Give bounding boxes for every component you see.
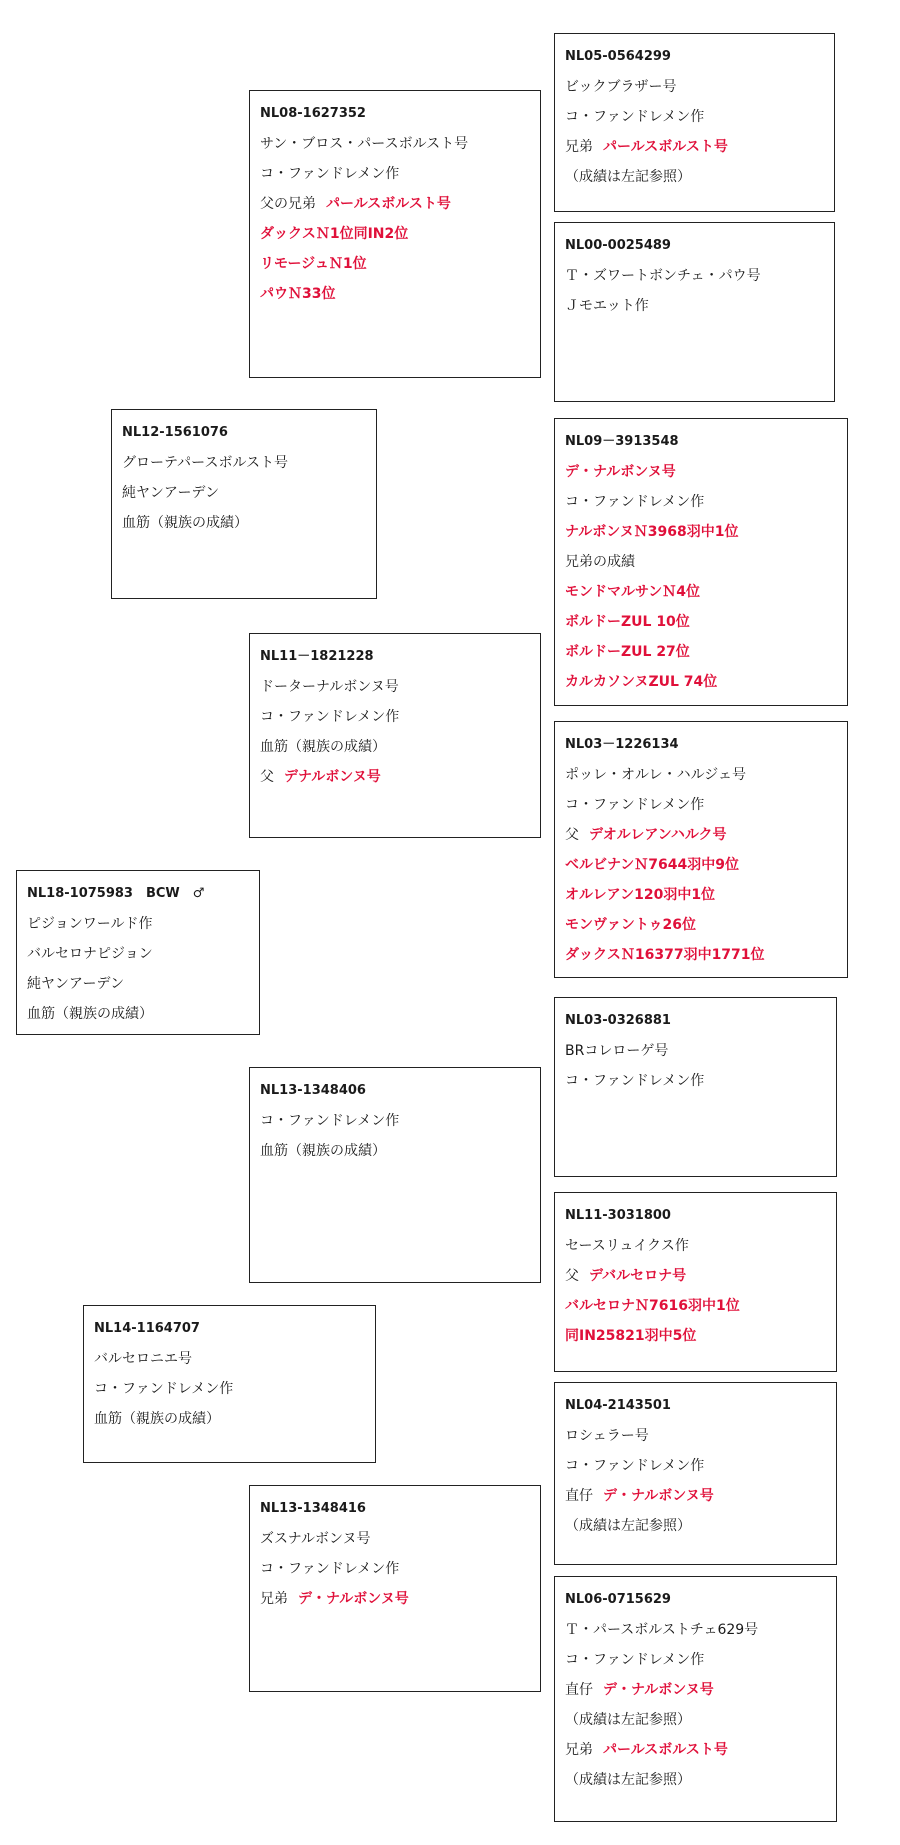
pedigree-box-nl05-0564299 <box>554 33 835 212</box>
pedigree-line: ポッレ・オルレ・ハルジェ号 <box>565 767 747 783</box>
relation-value: デオルレアンハルク号 <box>589 827 727 843</box>
relation-label: 兄弟 <box>565 1742 593 1758</box>
ring-number: NL08-1627352 <box>260 106 366 121</box>
ring-number: NL00-0025489 <box>565 238 671 253</box>
pedigree-line: ズスナルボンヌ号 <box>260 1531 371 1547</box>
pedigree-line <box>565 820 837 850</box>
ring-number: NL09－3913548 <box>565 434 679 449</box>
pedigree-line: Ｔ・パースボルストチェ629号 <box>565 1622 759 1638</box>
pedigree-line: サン・ブロス・パースボルスト号 <box>260 136 469 152</box>
ring-number: NL11－1821228 <box>260 649 374 664</box>
pedigree-line: ダックスＮ1位同IN2位 <box>260 226 409 242</box>
pedigree-line: 血筋（親族の成績） <box>94 1411 220 1427</box>
pedigree-line: 血筋（親族の成績） <box>27 1006 153 1022</box>
pedigree-line: パウＮ33位 <box>260 286 336 302</box>
pedigree-box-nl13-1348406 <box>249 1067 541 1283</box>
pedigree-line: ナルボンヌＮ3968羽中1位 <box>565 524 739 540</box>
relation-value: パールスボルスト号 <box>603 1742 728 1758</box>
relation-label: 父 <box>260 769 274 785</box>
pedigree-box-nl08-1627352 <box>249 90 541 378</box>
ring-number: NL11-3031800 <box>565 1208 671 1223</box>
pedigree-line: カルカソンヌZUL 74位 <box>565 674 718 690</box>
pedigree-line: バルセロナピジョン <box>27 946 153 962</box>
pedigree-line: デ・ナルボンヌ号 <box>565 464 676 480</box>
pedigree-line: コ・ファンドレメン作 <box>565 494 705 510</box>
ring-number: NL14-1164707 <box>94 1321 200 1336</box>
pedigree-line: リモージュＮ1位 <box>260 256 367 272</box>
pedigree-line: モンヴァントゥ26位 <box>565 917 696 933</box>
ring-number: NL06-0715629 <box>565 1592 671 1607</box>
pedigree-line: （成績は左記参照） <box>565 169 691 185</box>
relation-label: 父 <box>565 827 579 843</box>
pedigree-line: コ・ファンドレメン作 <box>260 1561 400 1577</box>
pedigree-line <box>260 1584 530 1614</box>
relation-label: 直仔 <box>565 1682 593 1698</box>
pedigree-box-nl18-1075983 <box>16 870 260 1035</box>
pedigree-box-nl06-0715629 <box>554 1576 837 1822</box>
pedigree-box-nl12-1561076 <box>111 409 377 599</box>
pedigree-line: ベルビナンＮ7644羽中9位 <box>565 857 740 873</box>
relation-value: パールスボルスト号 <box>603 139 728 155</box>
pedigree-line: コ・ファンドレメン作 <box>565 109 705 125</box>
ring-number: NL18-1075983 BCW ♂ <box>27 886 205 901</box>
pedigree-line <box>260 762 530 792</box>
pedigree-box-nl09-3913548 <box>554 418 848 706</box>
relation-value: デ・ナルボンヌ号 <box>603 1682 714 1698</box>
pedigree-line <box>565 132 824 162</box>
pedigree-line: Ｔ・ズワートボンチェ・パウ号 <box>565 268 761 284</box>
pedigree-line: 兄弟の成績 <box>565 554 635 570</box>
relation-value: パールスボルスト号 <box>326 196 451 212</box>
relation-label: 父の兄弟 <box>260 196 316 212</box>
pedigree-line: （成績は左記参照） <box>565 1772 691 1788</box>
pedigree-line: コ・ファンドレメン作 <box>260 1113 400 1129</box>
pedigree-line: ビックブラザー号 <box>565 79 677 95</box>
pedigree-line: ピジョンワールド作 <box>27 916 153 932</box>
pedigree-box-nl14-1164707 <box>83 1305 376 1463</box>
pedigree-box-nl11-3031800 <box>554 1192 837 1372</box>
relation-value: デ・ナルボンヌ号 <box>603 1488 714 1504</box>
pedigree-line: 純ヤンアーデン <box>27 976 125 992</box>
ring-number: NL03-0326881 <box>565 1013 671 1028</box>
pedigree-box-nl04-2143501 <box>554 1382 837 1565</box>
pedigree-line: 純ヤンアーデン <box>122 485 220 501</box>
pedigree-box-nl13-1348416 <box>249 1485 541 1692</box>
pedigree-line: バルセロナＮ7616羽中1位 <box>565 1298 740 1314</box>
ring-number: NL12-1561076 <box>122 425 228 440</box>
pedigree-box-nl11-1821228 <box>249 633 541 838</box>
ring-number: NL13-1348416 <box>260 1501 366 1516</box>
pedigree-line: コ・ファンドレメン作 <box>260 166 400 182</box>
pedigree-line: コ・ファンドレメン作 <box>260 709 400 725</box>
pedigree-line: ボルドーZUL 27位 <box>565 644 690 660</box>
relation-value: デバルセロナ号 <box>589 1268 687 1284</box>
pedigree-line: ドーターナルボンヌ号 <box>260 679 399 695</box>
pedigree-line <box>565 1481 826 1511</box>
ring-number: NL13-1348406 <box>260 1083 366 1098</box>
pedigree-line <box>565 1675 826 1705</box>
pedigree-line: BRコレローゲ号 <box>565 1043 669 1059</box>
pedigree-line: （成績は左記参照） <box>565 1712 691 1728</box>
pedigree-line: 血筋（親族の成績） <box>260 1143 386 1159</box>
pedigree-line: 同IN25821羽中5位 <box>565 1328 697 1344</box>
pedigree-box-nl03-0326881 <box>554 997 837 1177</box>
pedigree-line <box>260 189 530 219</box>
pedigree-line: セースリュイクス作 <box>565 1238 689 1254</box>
ring-number: NL03－1226134 <box>565 737 679 752</box>
relation-value: デ・ナルボンヌ号 <box>298 1591 409 1607</box>
ring-number: NL04-2143501 <box>565 1398 671 1413</box>
pedigree-box-nl03-1226134 <box>554 721 848 978</box>
pedigree-line: モンドマルサンＮ4位 <box>565 584 701 600</box>
pedigree-line: 血筋（親族の成績） <box>260 739 386 755</box>
pedigree-line: 血筋（親族の成績） <box>122 515 248 531</box>
pedigree-line: グローテパースボルスト号 <box>122 455 289 471</box>
pedigree-line: ボルドーZUL 10位 <box>565 614 690 630</box>
relation-label: 直仔 <box>565 1488 593 1504</box>
pedigree-line <box>565 1261 826 1291</box>
pedigree-line <box>565 1735 826 1765</box>
pedigree-box-nl00-0025489 <box>554 222 835 402</box>
relation-label: 父 <box>565 1268 579 1284</box>
pedigree-line: コ・ファンドレメン作 <box>565 1652 705 1668</box>
pedigree-line: （成績は左記参照） <box>565 1518 691 1534</box>
pedigree-line: コ・ファンドレメン作 <box>94 1381 234 1397</box>
pedigree-line: コ・ファンドレメン作 <box>565 1458 705 1474</box>
pedigree-line: ダックスＮ16377羽中1771位 <box>565 947 765 963</box>
pedigree-line: Ｊモエット作 <box>565 298 649 314</box>
pedigree-line: オルレアン120羽中1位 <box>565 887 716 903</box>
ring-number: NL05-0564299 <box>565 49 671 64</box>
relation-value: デナルボンヌ号 <box>284 769 381 785</box>
pedigree-line: コ・ファンドレメン作 <box>565 1073 705 1089</box>
relation-label: 兄弟 <box>565 139 593 155</box>
pedigree-line: コ・ファンドレメン作 <box>565 797 705 813</box>
relation-label: 兄弟 <box>260 1591 288 1607</box>
pedigree-line: ロシェラー号 <box>565 1428 649 1444</box>
pedigree-line: バルセロニエ号 <box>94 1351 192 1367</box>
